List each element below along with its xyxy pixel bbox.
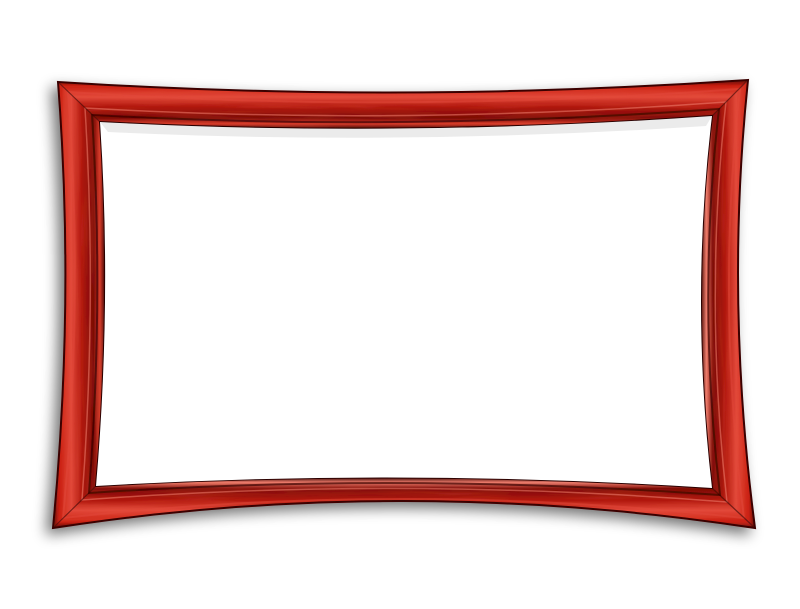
frame-opening [96, 116, 712, 488]
